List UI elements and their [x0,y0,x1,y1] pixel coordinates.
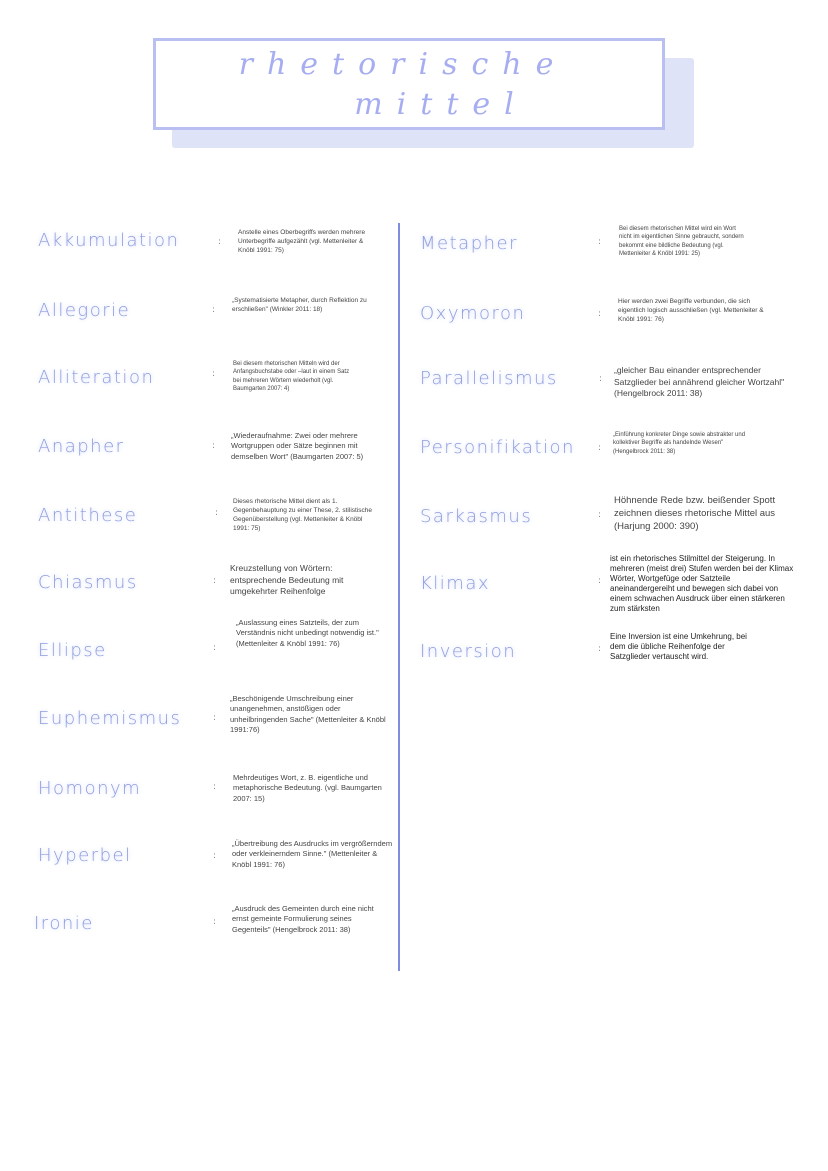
colon: : [213,782,217,792]
term-allegorie: Allegorie [38,300,131,321]
definition-klimax: ist ein rhetorisches Stilmittel der Steigerung. In mehreren (meist drei) Stufen werden bei der Klimax Wörter, Wortgefüge oder Satzteile aneinandergereiht und bewegen sich dabei von einem schwachen Ausdruck über einen stärkeren zum stärksten [610,554,794,613]
definition-ironie: „Ausdruck des Gemeinten durch eine nicht ernst gemeinte Formulierung seines Gegenteils" (Hengelbrock 2011: 38) [232,904,374,934]
definition-parallelismus: „gleicher Bau einander entsprechender Satzglieder bei annährend gleicher Wortzahl" (Hengelbrock 2011: 38) [614,365,785,399]
definition-oxymoron: Hier werden zwei Begriffe verbunden, die sich eigentlich logisch ausschließen (vgl. Mettenleiter & Knöbl 1991: 76) [618,298,764,323]
colon: : [213,851,217,861]
term-metapher: Metapher [420,233,519,254]
definition-metapher: Bei diesem rhetorischen Mittel wird ein Wort nicht im eigentlichen Sinne gebraucht, sondern bekommt eine bildliche Bedeutung (vgl. Mettenleiter & Knöbl 1991: 25) [619,226,744,257]
definition-ellipse: „Auslassung eines Satzteils, der zum Verständnis nicht unbedingt notwendig ist." (Mettenleiter & Knöbl 1991: 76) [236,618,379,648]
term-ellipse: Ellipse [38,640,107,661]
term-euphemismus: Euphemismus [38,708,182,729]
definition-hyperbel: „Übertreibung des Ausdrucks im vergrößerndem oder verkleinerndem Sinne." (Mettenleiter & Knöbl 1991: 76) [232,839,393,869]
definition-anapher: „Wiederaufnahme: Zwei oder mehrere Wortgruppen oder Sätze beginnen mit demselben Wort" (Baumgarten 2007: 5) [231,431,364,461]
colon: : [598,644,602,654]
definition-alliteration: Bei diesem rhetorischen Mitteln wird der Anfangsbuchstabe oder –laut in einem Satz bei mehreren Wörtern wiederholt (vgl. Baumgarten 2007: 4) [233,361,350,392]
definition-akkumulation: Anstelle eines Oberbegriffs werden mehrere Unterbegriffe aufgezählt (vgl. Mettenleiter & Knöbl 1991: 75) [238,229,366,254]
colon: : [598,309,602,319]
column-divider [398,223,400,971]
term-homonym: Homonym [38,778,142,799]
term-personifikation: Personifikation [420,437,575,458]
term-chiasmus: Chiasmus [38,572,138,593]
term-inversion: Inversion [420,641,517,662]
definition-antithese: Dieses rhetorische Mittel dient als 1. Gegenbehauptung zu einer These, 2. stilistische Gegenüberstellung (vgl. Mettenleiter & Knöbl 1991: 75) [233,498,372,532]
term-oxymoron: Oxymoron [420,303,526,324]
colon: : [213,917,217,927]
term-akkumulation: Akkumulation [38,230,180,251]
term-ironie: Ironie [34,913,94,934]
colon: : [213,713,217,723]
definition-chiasmus: Kreuzstellung von Wörtern: entsprechende Bedeutung mit umgekehrter Reihenfolge [230,563,344,597]
colon: : [218,237,222,247]
definition-allegorie: „Systematisierte Metapher, durch Reflektion zu erschließen" (Winkler 2011: 18) [232,297,367,313]
term-hyperbel: Hyperbel [38,845,132,866]
colon: : [215,508,219,518]
term-anapher: Anapher [38,436,125,457]
definition-euphemismus: „Beschönigende Umschreibung einer unangenehmen, anstößigen oder unheilbringenden Sache" (Mettenleiter & Knöbl 1991:76) [230,694,386,735]
colon: : [598,510,602,520]
colon: : [599,374,603,384]
colon: : [598,576,602,586]
definition-personifikation: „Einführung konkreter Dinge sowie abstrakter und kollektiver Begriffe als handelnde Wesen" (Hengelbrock 2011: 38) [613,432,746,455]
definition-inversion: Eine Inversion ist eine Umkehrung, bei dem die übliche Reihenfolge der Satzglieder vertauscht wird. [610,632,747,661]
colon: : [598,237,602,247]
term-parallelismus: Parallelismus [420,368,558,389]
term-klimax: Klimax [420,573,491,594]
term-sarkasmus: Sarkasmus [420,506,533,527]
colon: : [213,643,217,653]
definition-homonym: Mehrdeutiges Wort, z. B. eigentliche und metaphorische Bedeutung. (vgl. Baumgarten 2007: 15) [233,773,382,803]
colon: : [213,576,217,586]
colon: : [212,369,216,379]
colon: : [212,441,216,451]
colon: : [598,443,602,453]
colon: : [212,305,216,315]
definition-sarkasmus: Höhnende Rede bzw. beißender Spott zeichnen dieses rhetorische Mittel aus (Harjung 2000: 390) [614,495,776,533]
title-line-2: mittel [354,87,528,122]
title-line-1: rhetorische [238,47,568,82]
term-antithese: Antithese [38,505,138,526]
title-box [153,38,665,130]
term-alliteration: Alliteration [38,367,155,388]
